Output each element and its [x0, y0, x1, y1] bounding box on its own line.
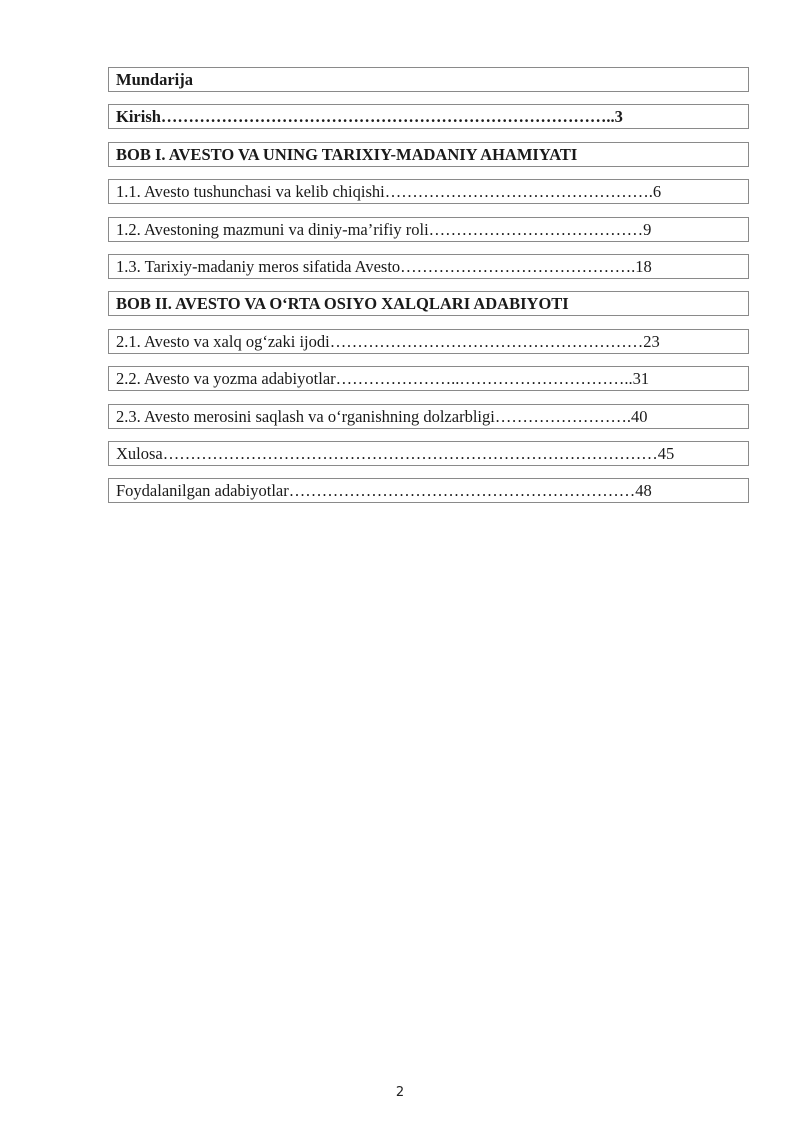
toc-entry-xulosa[interactable]: Xulosa………………………………………………………………………………45	[108, 441, 749, 466]
toc-entry-2-3[interactable]: 2.3. Avesto merosini saqlash va o‘rganishning dolzarbligi…………………….40	[108, 404, 749, 429]
toc-entry-2-1[interactable]: 2.1. Avesto va xalq og‘zaki ijodi…………………………………………………23	[108, 329, 749, 354]
toc-entry-bibliography[interactable]: Foydalanilgan adabiyotlar………………………………………………………48	[108, 478, 749, 503]
toc-chapter-1-heading[interactable]: BOB I. AVESTO VA UNING TARIXIY-MADANIY AHAMIYATI	[108, 142, 749, 167]
table-of-contents	[108, 67, 749, 503]
toc-entry-1-3[interactable]: 1.3. Tarixiy-madaniy meros sifatida Avesto…………………………………….18	[108, 254, 749, 279]
toc-entry-2-2[interactable]: 2.2. Avesto va yozma adabiyotlar…………………..…………………………..31	[108, 366, 749, 391]
toc-entry-1-1[interactable]: 1.1. Avesto tushunchasi va kelib chiqishi………………………………………….6	[108, 179, 749, 204]
toc-entry-1-2[interactable]: 1.2. Avestoning mazmuni va diniy-ma’rifiy roli…………………………………9	[108, 217, 749, 242]
toc-entry-kirish[interactable]: Kirish………………………………………………………………………..3	[108, 104, 749, 129]
toc-heading: Mundarija	[108, 67, 749, 92]
toc-chapter-2-heading[interactable]: BOB II. AVESTO VA O‘RTA OSIYO XALQLARI ADABIYOTI	[108, 291, 749, 316]
page-number: 2	[395, 1085, 405, 1100]
